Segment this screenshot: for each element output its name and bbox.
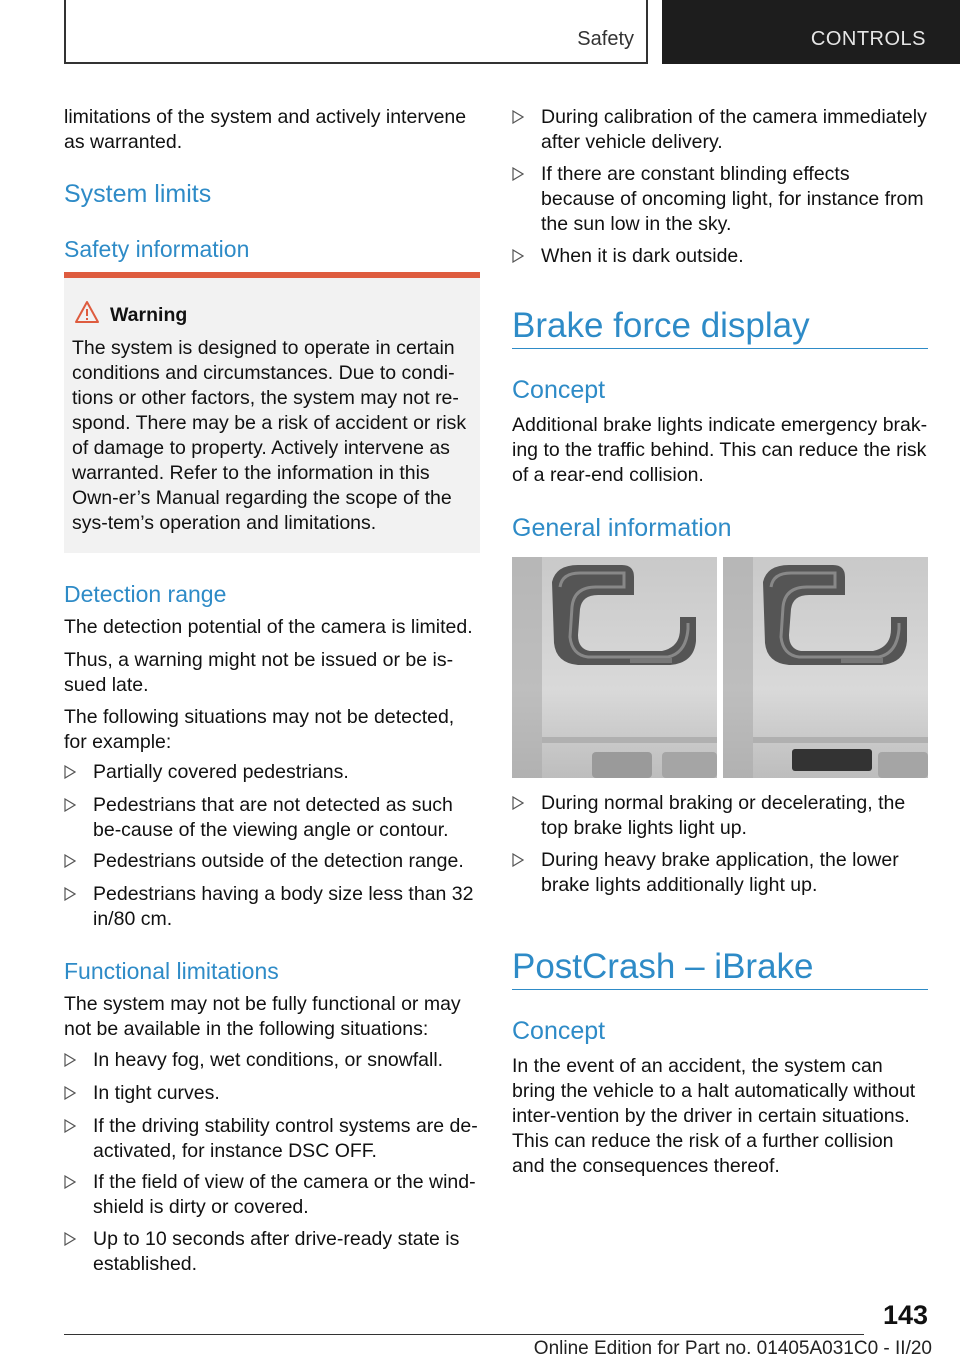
detection-paragraph-3: The following situations may not be detected, for example: bbox=[64, 706, 455, 753]
heading-general-information: General information bbox=[512, 514, 732, 542]
bullet-triangle-icon bbox=[512, 110, 524, 124]
list-item: In tight curves. bbox=[64, 1081, 480, 1106]
list-item: During normal braking or decelerating, the top brake lights light up. bbox=[512, 791, 928, 841]
warning-triangle-icon bbox=[74, 300, 100, 324]
bullet-triangle-icon bbox=[64, 1086, 76, 1100]
list-item: If there are constant blinding effects because of oncoming light, for instance from the sun low in the sky. bbox=[512, 162, 928, 237]
list-item: When it is dark outside. bbox=[512, 244, 928, 269]
intro-paragraph: limitations of the system and actively intervene as warranted. bbox=[64, 106, 467, 153]
warning-text: The system is designed to operate in certain conditions and circumstances. Due to condi-tions or other factors, the system may not re-spond. There may be a risk of accident or risk of damage to property. Actively intervene as warranted. Refer to the information in this Own-er’s Manual regarding the scope of the sys-tem’s operation and limitations. bbox=[72, 337, 467, 534]
list-item: In heavy fog, wet conditions, or snowfall. bbox=[64, 1048, 480, 1073]
bullet-triangle-icon bbox=[64, 854, 76, 868]
bullet-triangle-icon bbox=[64, 1232, 76, 1246]
detection-paragraph-2: Thus, a warning might not be issued or be is-sued late. bbox=[64, 649, 454, 696]
detection-paragraph-1: The detection potential of the camera is limited. bbox=[64, 616, 473, 638]
warning-title: Warning bbox=[110, 304, 188, 326]
page-number: 143 bbox=[882, 1300, 928, 1330]
list-item: During calibration of the camera immediately after vehicle delivery. bbox=[512, 105, 928, 155]
heading-system-limits: System limits bbox=[64, 180, 212, 208]
bullet-triangle-icon bbox=[64, 1175, 76, 1189]
heading-rule bbox=[512, 348, 928, 349]
bullet-triangle-icon bbox=[64, 887, 76, 901]
concept-paragraph: Additional brake lights indicate emergency brak-ing to the traffic behind. This can reduce the risk of a rear-end collision. bbox=[512, 414, 928, 486]
bullet-triangle-icon bbox=[512, 853, 524, 867]
list-item: Partially covered pedestrians. bbox=[64, 760, 480, 785]
footer-edition: Online Edition for Part no. 01405A031C0 - II/20 bbox=[533, 1338, 932, 1359]
list-item: Up to 10 seconds after drive-ready state is established. bbox=[64, 1227, 480, 1277]
bullet-triangle-icon bbox=[64, 765, 76, 779]
header-section-box bbox=[64, 0, 648, 64]
bullet-triangle-icon bbox=[64, 1119, 76, 1133]
heading-concept: Concept bbox=[512, 376, 606, 404]
bullet-triangle-icon bbox=[512, 796, 524, 810]
heading-rule bbox=[512, 989, 928, 990]
heading-safety-information: Safety information bbox=[64, 236, 250, 262]
list-item: If the driving stability control systems are de-activated, for instance DSC OFF. bbox=[64, 1114, 480, 1164]
header-chapter-box bbox=[662, 0, 960, 64]
bullet-triangle-icon bbox=[64, 1053, 76, 1067]
bullet-triangle-icon bbox=[512, 249, 524, 263]
heading-functional-limitations: Functional limitations bbox=[64, 958, 279, 984]
heading-brake-force-display: Brake force display bbox=[512, 306, 810, 345]
concept-paragraph: In the event of an accident, the system can bring the vehicle to a halt automatically without inter-vention by the driver in certain situations. This can reduce the risk of a further collision and the consequences thereof. bbox=[512, 1055, 916, 1177]
footer-rule bbox=[64, 1334, 864, 1335]
list-item: During heavy brake application, the lower brake lights additionally light up. bbox=[512, 848, 928, 898]
list-item: Pedestrians that are not detected as such be-cause of the viewing angle or contour. bbox=[64, 793, 480, 843]
brake-lights-image bbox=[512, 557, 928, 778]
heading-concept: Concept bbox=[512, 1017, 606, 1045]
list-item: If the field of view of the camera or the wind-shield is dirty or covered. bbox=[64, 1170, 480, 1220]
list-item: Pedestrians having a body size less than 32 in/80 cm. bbox=[64, 882, 480, 932]
list-item: Pedestrians outside of the detection range. bbox=[64, 849, 480, 874]
heading-detection-range: Detection range bbox=[64, 581, 227, 607]
bullet-triangle-icon bbox=[512, 167, 524, 181]
header-chapter-title: CONTROLS bbox=[810, 28, 926, 50]
heading-postcrash-ibrake: PostCrash – iBrake bbox=[512, 947, 814, 986]
header-section-title: Safety bbox=[577, 28, 634, 50]
warning-box bbox=[64, 272, 480, 553]
bullet-triangle-icon bbox=[64, 798, 76, 812]
functional-paragraph: The system may not be fully functional or may not be available in the following situations: bbox=[64, 993, 461, 1040]
